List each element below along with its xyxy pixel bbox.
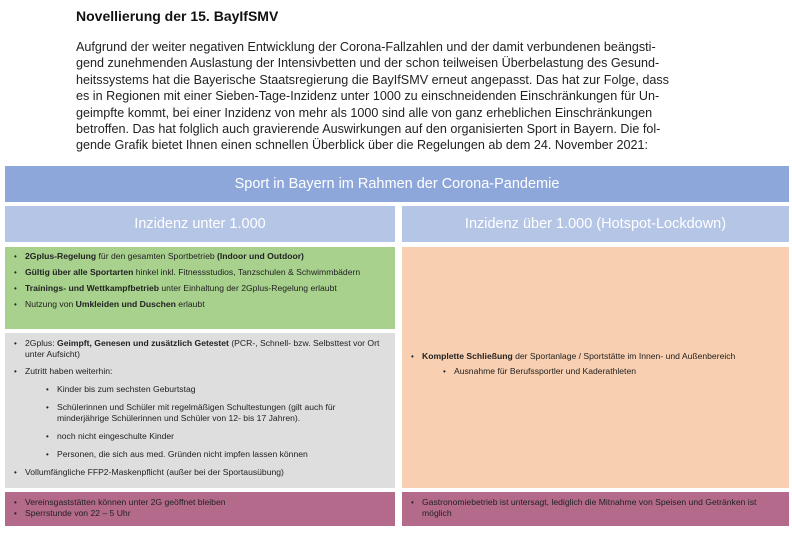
list-item: • Zutritt haben weiterhin: • Kinder bis zum sechsten Geburtstag • Schülerinnen und Schüler mit regelmäßigen Schultestungen (gilt auch für minderjährige Schülerinnen und Schüler von 12- bis 17 Jahren). • noch nicht eingeschulte Kinder • Personen, die sich aus med. Gründen nicht impfen lassen können: [13, 366, 389, 460]
intro-line: gend zunehmenden Auslastung der Intensivbetten und der schon teilweisen Überbelastung des Gesund-: [76, 56, 660, 71]
gastronomy-box-right: [402, 492, 789, 526]
list-item: • Vereinsgaststätten können unter 2G geöffnet bleiben: [13, 497, 389, 508]
intro-paragraph: [76, 39, 701, 154]
list-item: • Sperrstunde von 22 – 5 Uhr: [13, 508, 389, 519]
column-header-above-1000: Inzidenz über 1.000 (Hotspot-Lockdown): [402, 206, 789, 242]
rules-box-peach: [402, 247, 789, 488]
list-item: • Gastronomiebetrieb ist untersagt, lediglich die Mitnahme von Speisen und Getränken ist möglich: [410, 497, 783, 519]
list-item: • 2Gplus: Geimpft, Genesen und zusätzlich Getestet (PCR-, Schnell- bzw. Selbsttest vor Ort unter Aufsicht): [13, 338, 389, 360]
column-header-below-1000: Inzidenz unter 1.000: [5, 206, 395, 242]
intro-line: gende Grafik bietet Ihnen einen schnellen Überblick über die Regelungen ab dem 24. November 2021:: [76, 138, 648, 153]
sub-list-item: • noch nicht eingeschulte Kinder: [45, 431, 389, 442]
intro-line: Aufgrund der weiter negativen Entwicklung der Corona-Fallzahlen und der damit verbundenen beängsti-: [76, 40, 656, 54]
page-title: Novellierung der 15. BayIfSMV: [76, 8, 279, 24]
list-item: • Vollumfängliche FFP2-Maskenpflicht (außer bei der Sportausübung): [13, 467, 389, 478]
rules-box-grey: [5, 333, 395, 488]
gastronomy-box-left: [5, 492, 395, 526]
intro-line: geimpfte kommt, bei einer Inzidenz von mehr als 1000 sind alle von ganz erheblichen Einschränkungen: [76, 105, 653, 120]
intro-line: betroffen. Das hat folglich auch gravierende Auswirkungen auf den organisierten Sport in Bayern. Die fol-: [76, 122, 661, 137]
sub-list-item: • Schülerinnen und Schüler mit regelmäßigen Schultestungen (gilt auch für minderjährige Schülerinnen und Schüler von 12- bis 17 Jahren).: [45, 402, 389, 424]
intro-line: es in Regionen mit einer Sieben-Tage-Inzidenz unter 1000 zu einschneidenden Einschränkungen für Un-: [76, 89, 660, 104]
intro-line: heitssystems hat die Bayerische Staatsregierung die BayIfSMV erneut angepasst. Das hat zur Folge, dass: [76, 72, 669, 87]
graphic-banner: Sport in Bayern im Rahmen der Corona-Pandemie: [5, 166, 789, 202]
rules-box-green: [5, 247, 395, 329]
list-item: • 2Gplus-Regelung für den gesamten Sportbetrieb (Indoor und Outdoor): [13, 251, 389, 262]
list-item: • Gültig über alle Sportarten hinkel inkl. Fitnessstudios, Tanzschulen & Schwimmbädern: [13, 267, 389, 278]
list-item: • Komplette Schließung der Sportanlage / Sportstätte im Innen- und Außenbereich • Ausnahme für Berufssportler und Kaderathleten: [410, 351, 783, 377]
list-item: • Trainings- und Wettkampfbetrieb unter Einhaltung der 2Gplus-Regelung erlaubt: [13, 283, 389, 294]
sub-list-item: • Kinder bis zum sechsten Geburtstag: [45, 384, 389, 395]
list-item: • Nutzung von Umkleiden und Duschen erlaubt: [13, 299, 389, 310]
sub-list-item: • Personen, die sich aus med. Gründen nicht impfen lassen können: [45, 449, 389, 460]
sub-list-item: • Ausnahme für Berufssportler und Kaderathleten: [442, 366, 783, 377]
